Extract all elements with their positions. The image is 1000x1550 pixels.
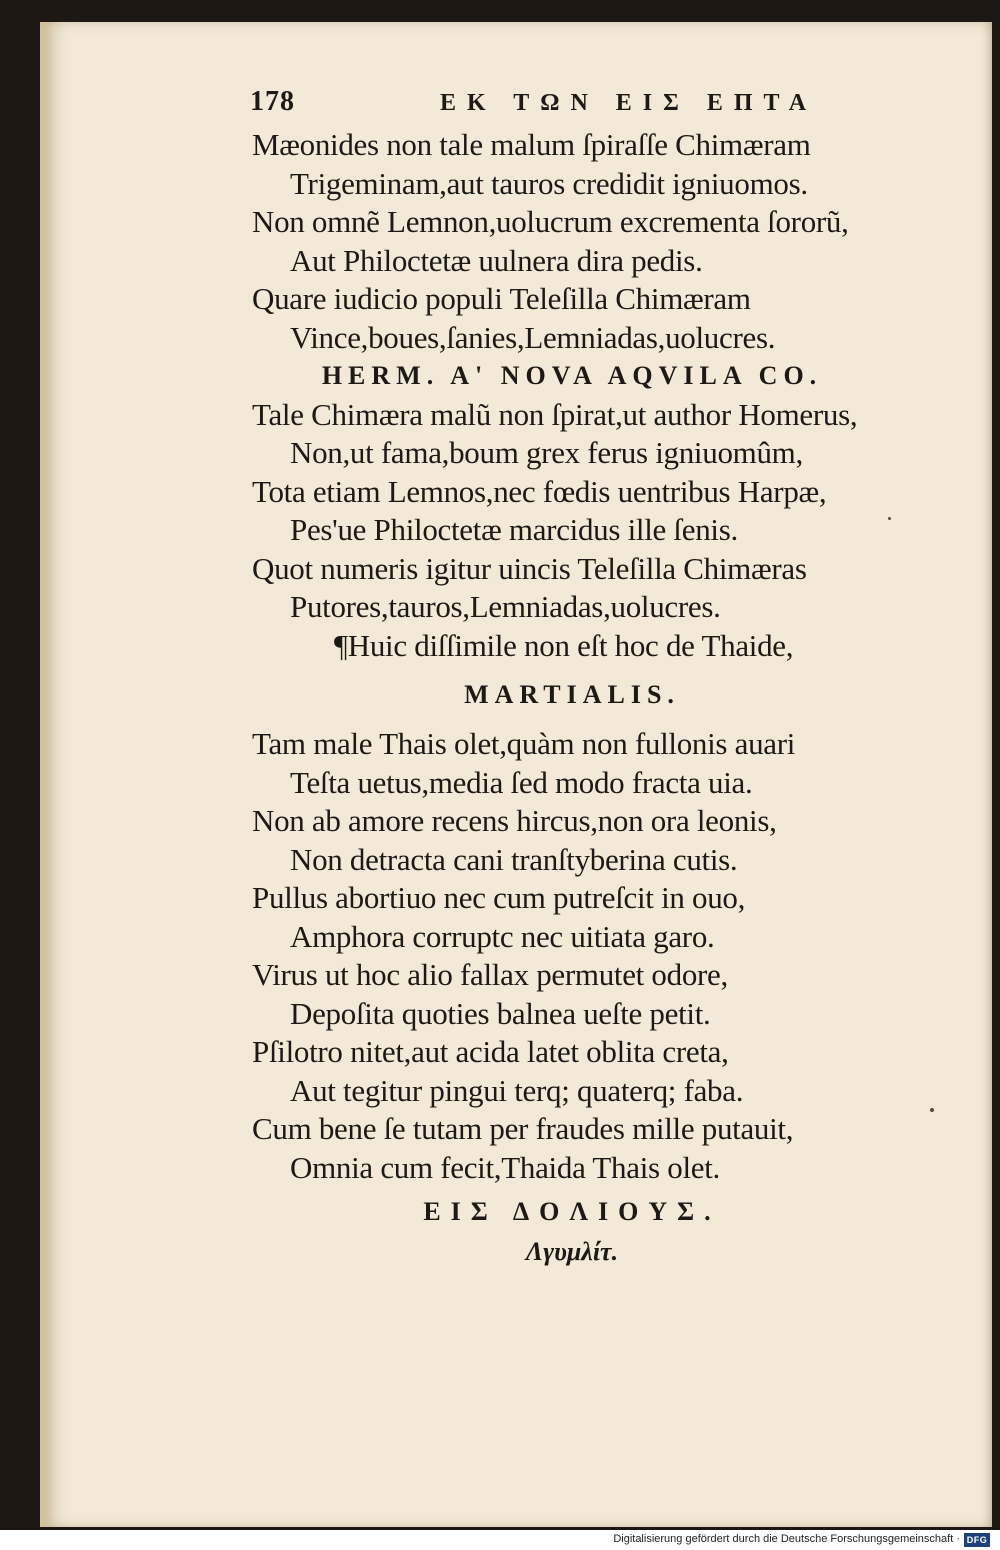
section-heading-greek: EIΣ ΔOΛIOYΣ. xyxy=(423,1197,721,1226)
verse-line: Vince,boues,ſanies,Lemniadas,uolucres. xyxy=(290,319,776,355)
page-gutter-shadow xyxy=(40,22,54,1527)
verse-line: Pes'ue Philoctetæ marcidus ille ſenis. xyxy=(290,512,738,547)
prose-note: ¶Huic diſſimile non eſt hoc de Thaide, xyxy=(334,627,794,663)
verse-line: Pullus abortiuo nec cum putreſcit in ouo, xyxy=(252,880,746,915)
verse-line: Aut tegitur pingui terq; quaterq; faba. xyxy=(290,1072,744,1108)
paper-speck xyxy=(930,1108,934,1112)
verse-line: Tam male Thais olet,quàm non fullonis auari xyxy=(252,726,796,761)
page-number: 178 xyxy=(250,86,295,117)
digitization-credit: Digitalisierung gefördert durch die Deutsche Forschungsgemeinschaft · xyxy=(613,1533,960,1545)
verse-line: Quot numeris igitur uincis Teleſilla Chimæras xyxy=(252,550,807,586)
running-head: EK TΩN EIΣ EΠTA xyxy=(440,90,818,116)
page-header xyxy=(250,86,870,130)
section-heading-martialis: MARTIALIS. xyxy=(464,680,680,709)
verse-line: Pſilotro nitet,aut acida latet oblita creta, xyxy=(252,1034,729,1069)
verse-line: Non,ut fama,boum grex ferus igniuomûm, xyxy=(290,435,803,470)
verse-line: Depoſita quoties balnea ueſte petit. xyxy=(290,995,711,1031)
verse-line: Trigeminam,aut tauros credidit igniuomos. xyxy=(290,165,808,201)
section-heading-herm: HERM. A' NOVA AQVILA CO. xyxy=(321,361,823,390)
verse-line: Aut Philoctetæ uulnera dira pedis. xyxy=(290,242,703,278)
verse-line: Amphora corruptc nec uitiata garo. xyxy=(290,918,715,954)
verse-line: Tale Chimæra malũ non ſpirat,ut author Homerus, xyxy=(252,396,858,432)
verse-line: Virus ut hoc alio fallax permutet odore, xyxy=(252,957,728,992)
verse-line: Mæonides non tale malum ſpiraſſe Chimæram xyxy=(252,127,811,162)
verse-line: Quare iudicio populi Teleſilla Chimæram xyxy=(252,281,751,316)
verse-line: Non ab amore recens hircus,non ora leonis, xyxy=(252,803,777,838)
verse-line: Omnia cum fecit,Thaida Thais olet. xyxy=(290,1149,720,1185)
verse-line: Cum bene ſe tutam per fraudes mille putauit, xyxy=(252,1111,794,1146)
paper-speck xyxy=(888,517,891,520)
text-body xyxy=(252,126,952,1272)
verse-line: Non omnẽ Lemnon,uolucrum excrementa ſororũ, xyxy=(252,204,849,239)
verse-line: Non detracta cani tranſtyberina cutis. xyxy=(290,841,738,877)
verse-line: Teſta uetus,media ſed modo fracta uia. xyxy=(290,764,753,800)
greek-subheading: Λγυμλίτ. xyxy=(525,1236,619,1266)
verse-line: Putores,tauros,Lemniadas,uolucres. xyxy=(290,589,721,624)
verse-line: Tota etiam Lemnos,nec fœdis uentribus Harpæ, xyxy=(252,473,827,509)
dfg-logo-icon: DFG xyxy=(964,1533,990,1547)
